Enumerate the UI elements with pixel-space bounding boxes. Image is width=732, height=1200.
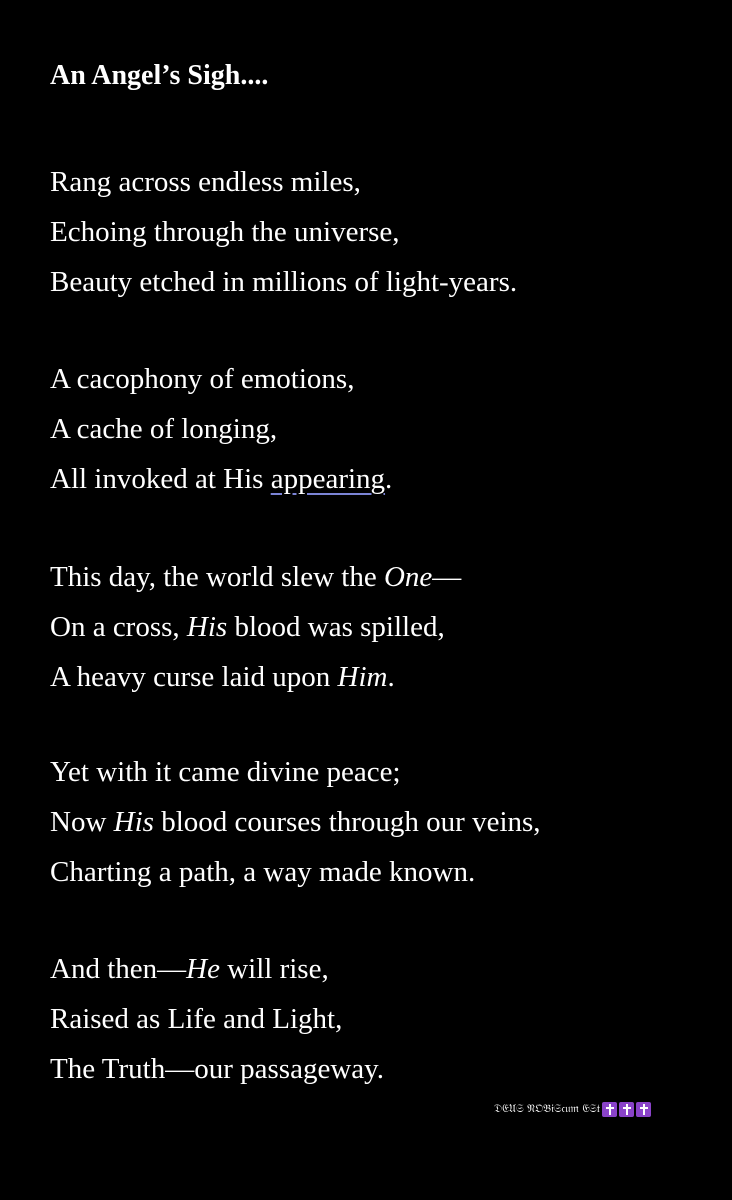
underlined-word: appearing <box>270 463 386 495</box>
poem-line <box>50 944 384 994</box>
poem-line: A cacophony of emotions, <box>50 363 355 395</box>
italic-word: Him <box>337 661 388 693</box>
latin-cross-icon <box>602 1102 617 1117</box>
stanza-4 <box>50 747 541 897</box>
line-text: . <box>387 661 395 693</box>
poem-line: Yet with it came divine peace; <box>50 756 401 788</box>
line-text: And then— <box>50 953 187 985</box>
italic-word: His <box>113 806 154 838</box>
poem-line: Echoing through the universe, <box>50 216 400 248</box>
line-text: — <box>432 561 462 593</box>
poem-line <box>50 454 392 504</box>
poem-line <box>50 652 461 702</box>
line-text: will rise, <box>219 953 329 985</box>
poem-line: Beauty etched in millions of light-years. <box>50 266 518 298</box>
line-text: blood was spilled, <box>227 611 445 643</box>
stanza-3 <box>50 552 461 702</box>
stanza-5 <box>50 944 384 1094</box>
line-text: . <box>385 463 393 495</box>
italic-word: His <box>186 611 228 643</box>
signature-text: 𝔇𝔈𝔘𝔖 𝔑𝔒𝔅𝔦𝔖𝔠𝔲𝔪 𝔈𝔖𝔱 <box>494 1102 601 1115</box>
poem-line: Raised as Life and Light, <box>50 1003 343 1035</box>
author-signature <box>494 1100 651 1118</box>
poem-line <box>50 797 541 847</box>
poem-line: Charting a path, a way made known. <box>50 856 476 888</box>
italic-word: He <box>186 953 220 985</box>
line-text: On a cross, <box>50 611 187 643</box>
stanza-1 <box>50 157 517 307</box>
line-text: All invoked at His <box>50 463 271 495</box>
poem-line <box>50 602 461 652</box>
poem-line <box>50 552 461 602</box>
latin-cross-icon <box>636 1102 651 1117</box>
poem-line: A cache of longing, <box>50 413 278 445</box>
poem-line: The Truth—our passageway. <box>50 1053 384 1085</box>
line-text: A heavy curse laid upon <box>50 661 338 693</box>
line-text: This day, the world slew the <box>50 561 384 593</box>
poem-title: An Angel’s Sigh.... <box>50 60 269 91</box>
line-text: blood courses through our veins, <box>153 806 541 838</box>
poem-line: Rang across endless miles, <box>50 166 361 198</box>
italic-word: One <box>383 561 433 593</box>
stanza-2 <box>50 354 392 504</box>
line-text: Now <box>50 806 114 838</box>
latin-cross-icon <box>619 1102 634 1117</box>
